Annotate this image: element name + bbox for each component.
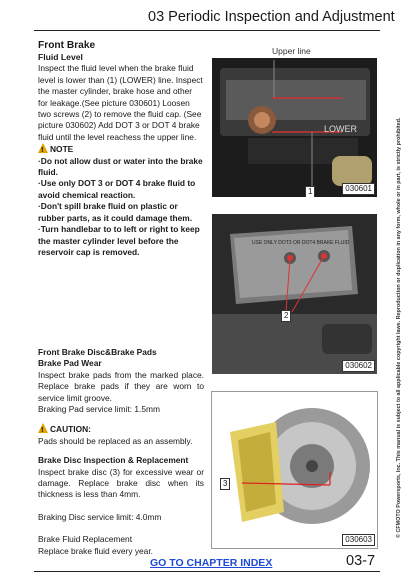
callout-3: 3 bbox=[220, 478, 230, 490]
note-item: ·Do not allow dust or water into the brake fluid. bbox=[38, 155, 203, 178]
disc-service-limit: Braking Disc service limit: 4.0mm bbox=[38, 511, 162, 522]
disc-text: Inspect brake disc (3) for excessive wear or damage. Replace brake disc when its thickness is less than 4mm. bbox=[38, 466, 204, 500]
disc-pads-title: Front Brake Disc&Brake Pads bbox=[38, 347, 157, 357]
chapter-index-link[interactable]: GO TO CHAPTER INDEX bbox=[150, 557, 273, 569]
section-title-front-brake: Front Brake bbox=[38, 40, 96, 51]
fluid-level-heading: Fluid Level bbox=[38, 52, 83, 62]
warning-icon bbox=[38, 143, 48, 153]
cap-label-text: USE ONLY DOT3 OR DOT4 BRAKE FLUID bbox=[252, 240, 350, 246]
page-header-title: 03 Periodic Inspection and Adjustment bbox=[148, 9, 395, 25]
fluid-replacement-heading: Brake Fluid Replacement bbox=[38, 534, 133, 545]
callout-1: 1 bbox=[305, 186, 315, 197]
pad-wear-heading: Brake Pad Wear bbox=[38, 358, 102, 369]
photo-030602 bbox=[212, 214, 377, 374]
upper-line-label: Upper line bbox=[272, 46, 311, 56]
caution-text: Pads should be replaced as an assembly. bbox=[38, 435, 193, 446]
photo-030601 bbox=[212, 58, 377, 197]
note-label: NOTE bbox=[50, 144, 74, 155]
disc-pads-section bbox=[38, 347, 204, 557]
pad-service-limit: Braking Pad service limit: 1.5mm bbox=[38, 404, 160, 415]
note-item: ·Use only DOT 3 or DOT 4 brake fluid to avoid chemical reaction. bbox=[38, 178, 196, 200]
lower-mark-text: LOWER bbox=[324, 124, 358, 134]
figure-caption: 030603 bbox=[342, 534, 375, 546]
fluid-replacement-text: Replace brake fluid every year. bbox=[38, 545, 153, 556]
page-number: 03-7 bbox=[346, 553, 376, 569]
front-brake-section bbox=[38, 39, 204, 258]
figure-caption: 030601 bbox=[342, 183, 375, 195]
copyright-notice: © CFMOTO Powersports, Inc. This manual is subject to all applicable copyright laws. Reproduction or duplication in any form, whole or in part, is strictly prohibited. bbox=[396, 117, 402, 538]
footer-rule bbox=[34, 571, 380, 572]
fluid-level-text: Inspect the fluid level when the brake fluid level is lower than (1) (LOWER) line. Inspect the master cylinder, brake hose and other for leakage.(See picture 030601) Loosen two screws (2) to remove the fluid cap. (See picture 030602) Add DOT 3 or DOT 4 brake fluid until the level reachess the upper line. bbox=[38, 63, 203, 142]
caution-label: CAUTION: bbox=[50, 424, 91, 435]
warning-icon bbox=[38, 423, 48, 433]
photo-030603 bbox=[212, 392, 377, 548]
note-item: ·Turn handlebar to to left or right to keep the master cylinder level before the reservoir cap is removed. bbox=[38, 224, 200, 257]
disc-heading: Brake Disc Inspection & Replacement bbox=[38, 455, 189, 466]
pad-wear-text: Inspect brake pads from the marked place. Replace brake pads if they are worn to service limit groove. bbox=[38, 369, 204, 403]
figure-caption: 030602 bbox=[342, 360, 375, 372]
callout-2: 2 bbox=[281, 310, 291, 322]
header-rule bbox=[34, 30, 380, 31]
note-item: ·Don't spill brake fluid on plastic or rubber parts, as it could damage them. bbox=[38, 201, 193, 223]
